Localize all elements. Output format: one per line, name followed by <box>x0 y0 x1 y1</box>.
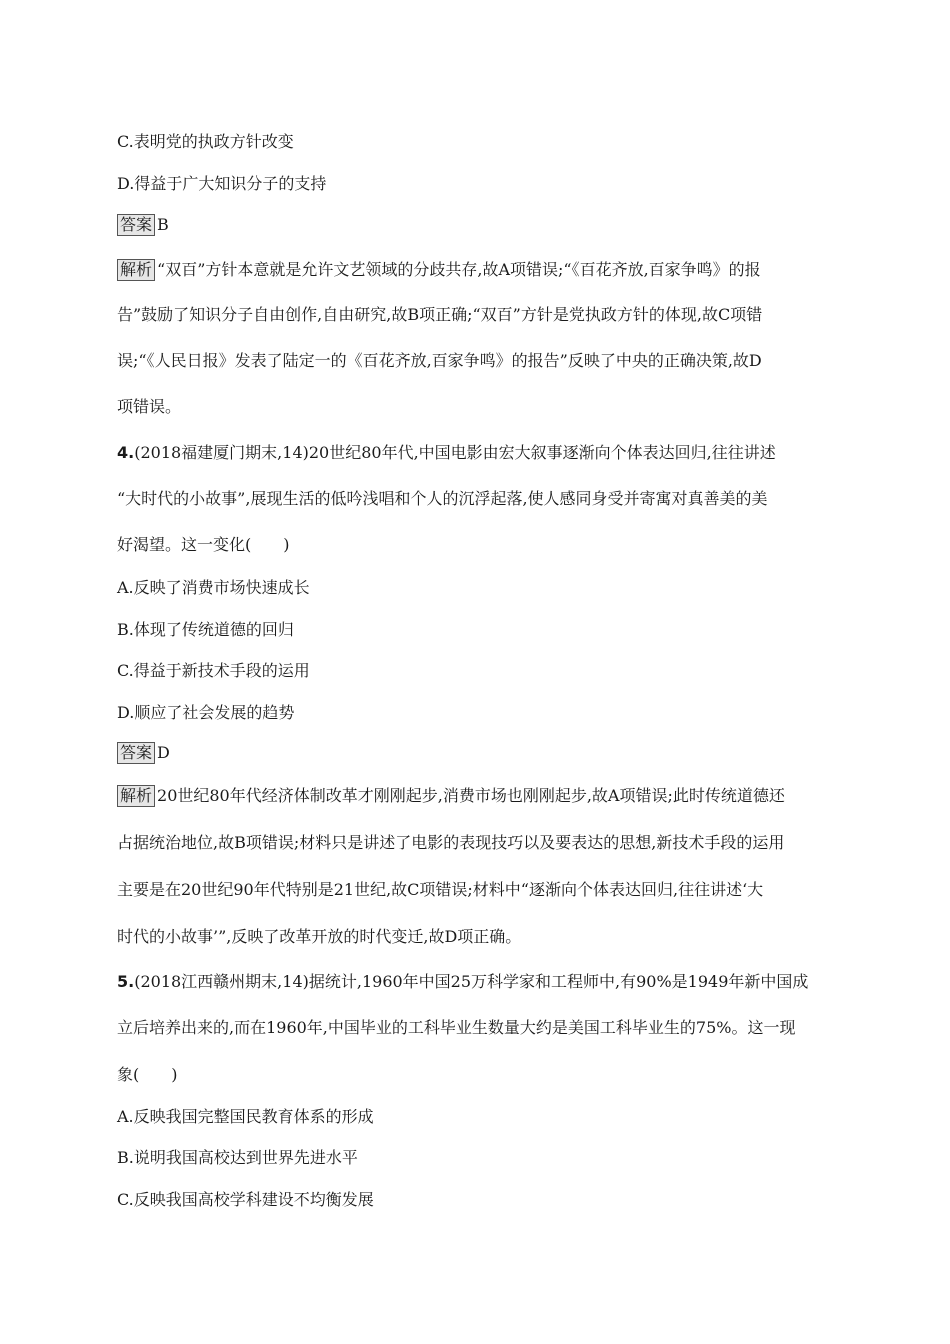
q5-option-c: C.反映我国高校学科建设不均衡发展 <box>117 1190 374 1209</box>
q4-option-d: D.顺应了社会发展的趋势 <box>117 703 295 722</box>
q5-option-a: A.反映我国完整国民教育体系的形成 <box>117 1107 374 1126</box>
analysis-text: “双百”方针本意就是允许文艺领域的分歧共存,故A项错误;“《百花齐放,百家争鸣》的报 <box>157 260 761 279</box>
answer-value: D <box>157 743 170 762</box>
q4-stem-line-2: “大时代的小故事”,展现生活的低吟浅唱和个人的沉浮起落,使人感同身受并寄寓对真善美的美 <box>117 489 768 508</box>
q3-option-c: C.表明党的执政方针改变 <box>117 132 294 151</box>
q4-analysis-line-2: 占据统治地位,故B项错误;材料只是讲述了电影的表现技巧以及要表达的思想,新技术手段的运用 <box>117 833 785 852</box>
q5-stem-line-1 <box>117 970 837 994</box>
answer-label: 答案 <box>117 214 155 236</box>
q4-option-c: C.得益于新技术手段的运用 <box>117 661 310 680</box>
analysis-text: 20世纪80年代经济体制改革才刚刚起步,消费市场也刚刚起步,故A项错误;此时传统道德还 <box>157 786 785 805</box>
q3-option-d: D.得益于广大知识分子的支持 <box>117 174 327 193</box>
q4-analysis-line-1 <box>117 784 837 808</box>
q3-analysis-line-4: 项错误。 <box>117 397 182 416</box>
analysis-label: 解析 <box>117 785 155 807</box>
q5-stem-line-3: 象( ) <box>117 1065 178 1084</box>
q3-answer <box>117 213 837 237</box>
question-stem: (2018江西赣州期末,14)据统计,1960年中国25万科学家和工程师中,有90%是1949年新中国成 <box>134 972 809 991</box>
q4-answer <box>117 741 837 765</box>
q4-stem-line-3: 好渴望。这一变化( ) <box>117 535 290 554</box>
answer-value: B <box>157 215 169 234</box>
q4-analysis-line-3: 主要是在20世纪90年代特别是21世纪,故C项错误;材料中“逐渐向个体表达回归,往往讲述‘大 <box>117 880 764 899</box>
q5-stem-line-2: 立后培养出来的,而在1960年,中国毕业的工科毕业生数量大约是美国工科毕业生的75%。这一现 <box>117 1018 796 1037</box>
q4-stem-line-1 <box>117 441 837 465</box>
q3-analysis-line-1 <box>117 258 837 282</box>
q5-option-b: B.说明我国高校达到世界先进水平 <box>117 1148 358 1167</box>
q4-analysis-line-4: 时代的小故事’”,反映了改革开放的时代变迁,故D项正确。 <box>117 927 522 946</box>
answer-label: 答案 <box>117 742 155 764</box>
q3-analysis-line-2: 告”鼓励了知识分子自由创作,自由研究,故B项正确;“双百”方针是党执政方针的体现,故C项错 <box>117 305 763 324</box>
q3-analysis-line-3: 误;“《人民日报》发表了陆定一的《百花齐放,百家争鸣》的报告”反映了中央的正确决策,故D <box>117 351 762 370</box>
question-stem: (2018福建厦门期末,14)20世纪80年代,中国电影由宏大叙事逐渐向个体表达回归,往往讲述 <box>134 443 776 462</box>
analysis-label: 解析 <box>117 259 155 281</box>
q4-option-b: B.体现了传统道德的回归 <box>117 620 294 639</box>
q4-option-a: A.反映了消费市场快速成长 <box>117 578 310 597</box>
question-number: 4. <box>117 443 135 462</box>
question-number: 5. <box>117 972 135 991</box>
